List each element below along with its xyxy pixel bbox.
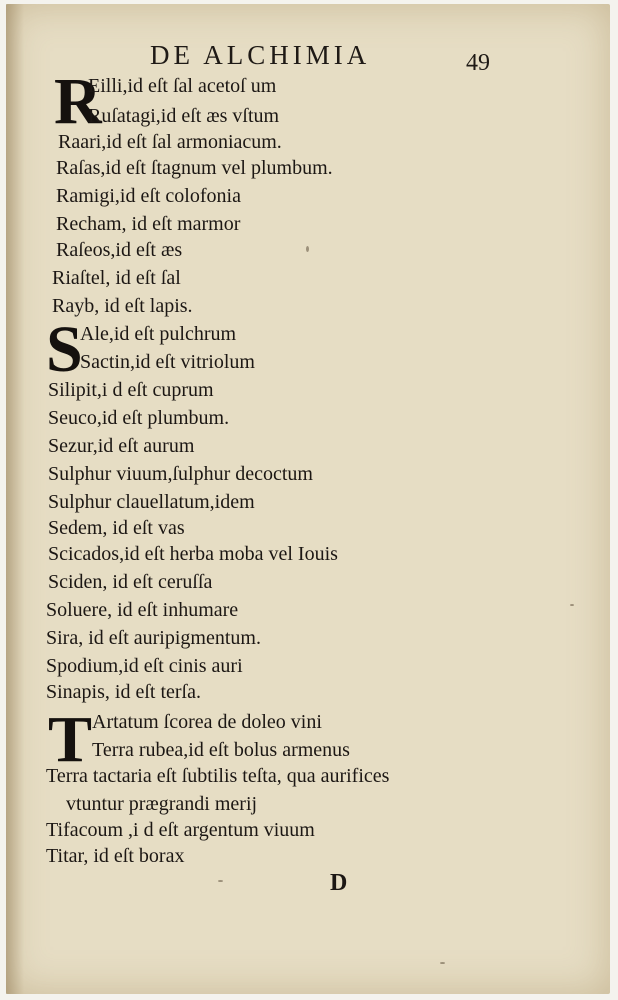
paper-speck (306, 246, 309, 252)
glossary-line: Artatum ſcorea de doleo vini (92, 711, 322, 733)
glossary-line: Rayb, id eſt lapis. (52, 295, 193, 317)
glossary-line: Raſeos,id eſt æs (56, 239, 183, 261)
glossary-line: Raari,id eſt ſal armoniacum. (58, 131, 282, 153)
glossary-line: Terra rubea,id eſt bolus armenus (92, 739, 350, 761)
running-head: DE ALCHIMIA (150, 40, 371, 70)
glossary-line: Recham, id eſt marmor (56, 213, 241, 235)
glossary-line: vtuntur prægrandi merij (66, 793, 258, 815)
paper-speck (570, 604, 574, 606)
drop-cap-s: S (46, 313, 83, 386)
glossary-line: Titar, id eſt borax (46, 845, 185, 867)
paper-speck (218, 880, 223, 882)
glossary-line: Soluere, id eſt inhumare (46, 599, 239, 621)
glossary-line: Seuco,id eſt plumbum. (48, 407, 230, 429)
glossary-line: Spodium,id eſt cinis auri (46, 655, 243, 677)
glossary-line: Terra tactaria eſt ſubtilis teſta, qua aurifices (46, 765, 390, 787)
glossary-line: Sezur,id eſt aurum (48, 435, 195, 457)
glossary-line: Eilli,id eſt ſal acetoſ um (88, 75, 277, 97)
glossary-line: Sedem, id eſt vas (48, 517, 185, 539)
drop-cap-r: R (54, 65, 102, 138)
glossary-line: Ruſatagi,id eſt æs vſtum (88, 105, 280, 127)
glossary-line: Riaſtel, id eſt ſal (52, 267, 181, 289)
glossary-line: Sira, id eſt auripigmentum. (46, 627, 261, 649)
glossary-line: Ramigi,id eſt colofonia (56, 185, 241, 207)
glossary-line: Sactin,id eſt vitriolum (80, 351, 255, 373)
glossary-line: Silipit,i d eſt cuprum (48, 379, 214, 401)
glossary-line: Tifacoum ,i d eſt argentum viuum (46, 819, 315, 841)
glossary-line: Raſas,id eſt ſtagnum vel plumbum. (56, 157, 333, 179)
page-number: 49 (466, 50, 490, 76)
glossary-line: Sinapis, id eſt terſa. (46, 681, 201, 703)
paper-speck (440, 962, 445, 964)
glossary-line: Scicados,id eſt herba moba vel Iouis (48, 543, 338, 565)
glossary-line: Ale,id eſt pulchrum (80, 323, 237, 345)
catchword: D (330, 870, 348, 896)
glossary-line: Sciden, id eſt ceruſſa (48, 571, 213, 593)
glossary-line: Sulphur viuum,ſulphur decoctum (48, 463, 313, 485)
glossary-line: Sulphur clauellatum,idem (48, 491, 255, 513)
drop-cap-t: T (48, 703, 93, 776)
